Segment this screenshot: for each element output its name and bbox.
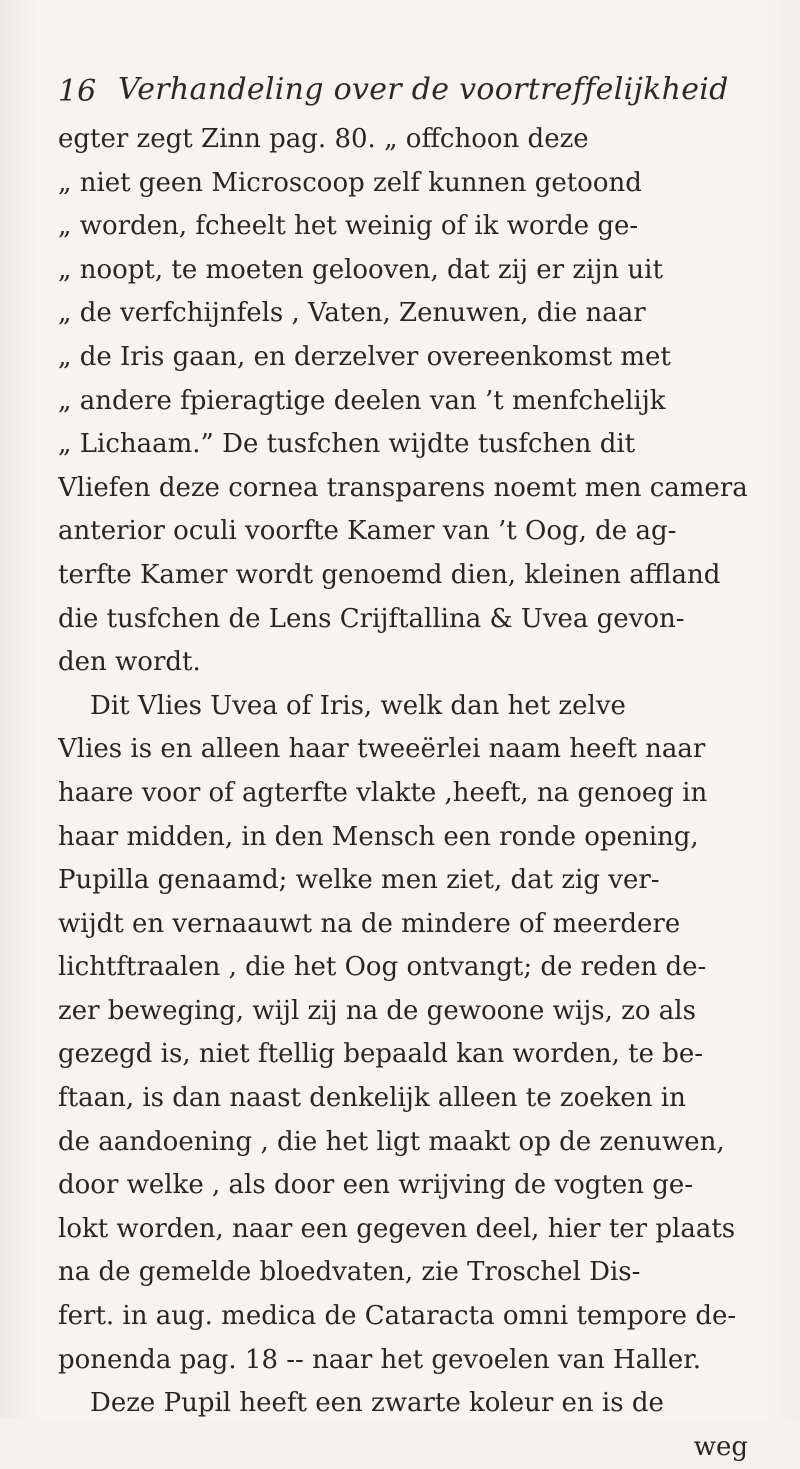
text-line: „ andere fpieragtige deelen van ’t menfchelijk [58,385,666,416]
paragraph-start-line: Deze Pupil heeft een zwarte koleur en is de [90,1388,664,1419]
page-number: 16 [58,74,97,109]
text-line: „ worden, fcheelt het weinig of ik worde ge- [58,211,639,242]
text-line: ponenda pag. 18 -- naar het gevoelen van Haller. [58,1344,702,1375]
text-line: „ noopt, te moeten gelooven, dat zij er zijn uit [58,254,663,285]
text-line: de aandoening , die het ligt maakt op de zenuwen, [58,1126,725,1157]
text-line: na de gemelde bloedvaten, zie Troschel Dis- [58,1257,641,1288]
text-line: „ Lichaam.” De tusfchen wijdte tusfchen dit [58,429,636,460]
text-line: haar midden, in den Mensch een ronde opening, [58,821,699,852]
text-line: lichtftraalen , die het Oog ontvangt; de reden de- [58,952,707,983]
text-line: ftaan, is dan naast denkelijk alleen te zoeken in [58,1083,686,1114]
running-title: Verhandeling over de voortreffelijkheid [118,72,729,107]
text-line: „ de Iris gaan, en derzelver overeenkomst met [58,341,671,372]
paragraph-start-line: Dit Vlies Uvea of Iris, welk dan het zelve [90,690,626,721]
text-line: die tusfchen de Lens Crijftallina & Uvea gevon- [58,603,685,634]
text-line: Vliefen deze cornea transparens noemt men camera [58,472,748,503]
text-line: haare voor of agterfte vlakte ,heeft, na genoeg in [58,777,708,808]
page-header [58,66,758,116]
text-line: anterior oculi voorfte Kamer van ’t Oog, de ag- [58,516,677,547]
catchword: weg [693,1431,748,1462]
text-line: door welke , als door een wrijving de vogten ge- [58,1170,694,1201]
text-line: „ niet geen Microscoop zelf kunnen getoond [58,167,642,198]
text-line: terfte Kamer wordt genoemd dien, kleinen affland [58,559,721,590]
text-line: fert. in aug. medica de Cataracta omni tempore de- [58,1301,737,1332]
body-text [58,118,758,1469]
text-line: wijdt en vernaauwt na de mindere of meerdere [58,908,681,939]
text-line: zer beweging, wijl zij na de gewoone wijs, zo als [58,995,696,1026]
text-line: egter zegt Zinn pag. 80. „ offchoon deze [58,124,589,154]
text-line: Vlies is en alleen haar tweeërlei naam heeft naar [58,734,706,765]
text-line: Pupilla genaamd; welke men ziet, dat zig ver- [58,865,660,896]
text-line: lokt worden, naar een gegeven deel, hier ter plaats [58,1213,736,1244]
text-line: gezegd is, niet ftellig bepaald kan worden, te be- [58,1039,704,1070]
text-line: „ de verfchijnfels , Vaten, Zenuwen, die naar [58,298,646,329]
text-line: den wordt. [58,647,201,678]
